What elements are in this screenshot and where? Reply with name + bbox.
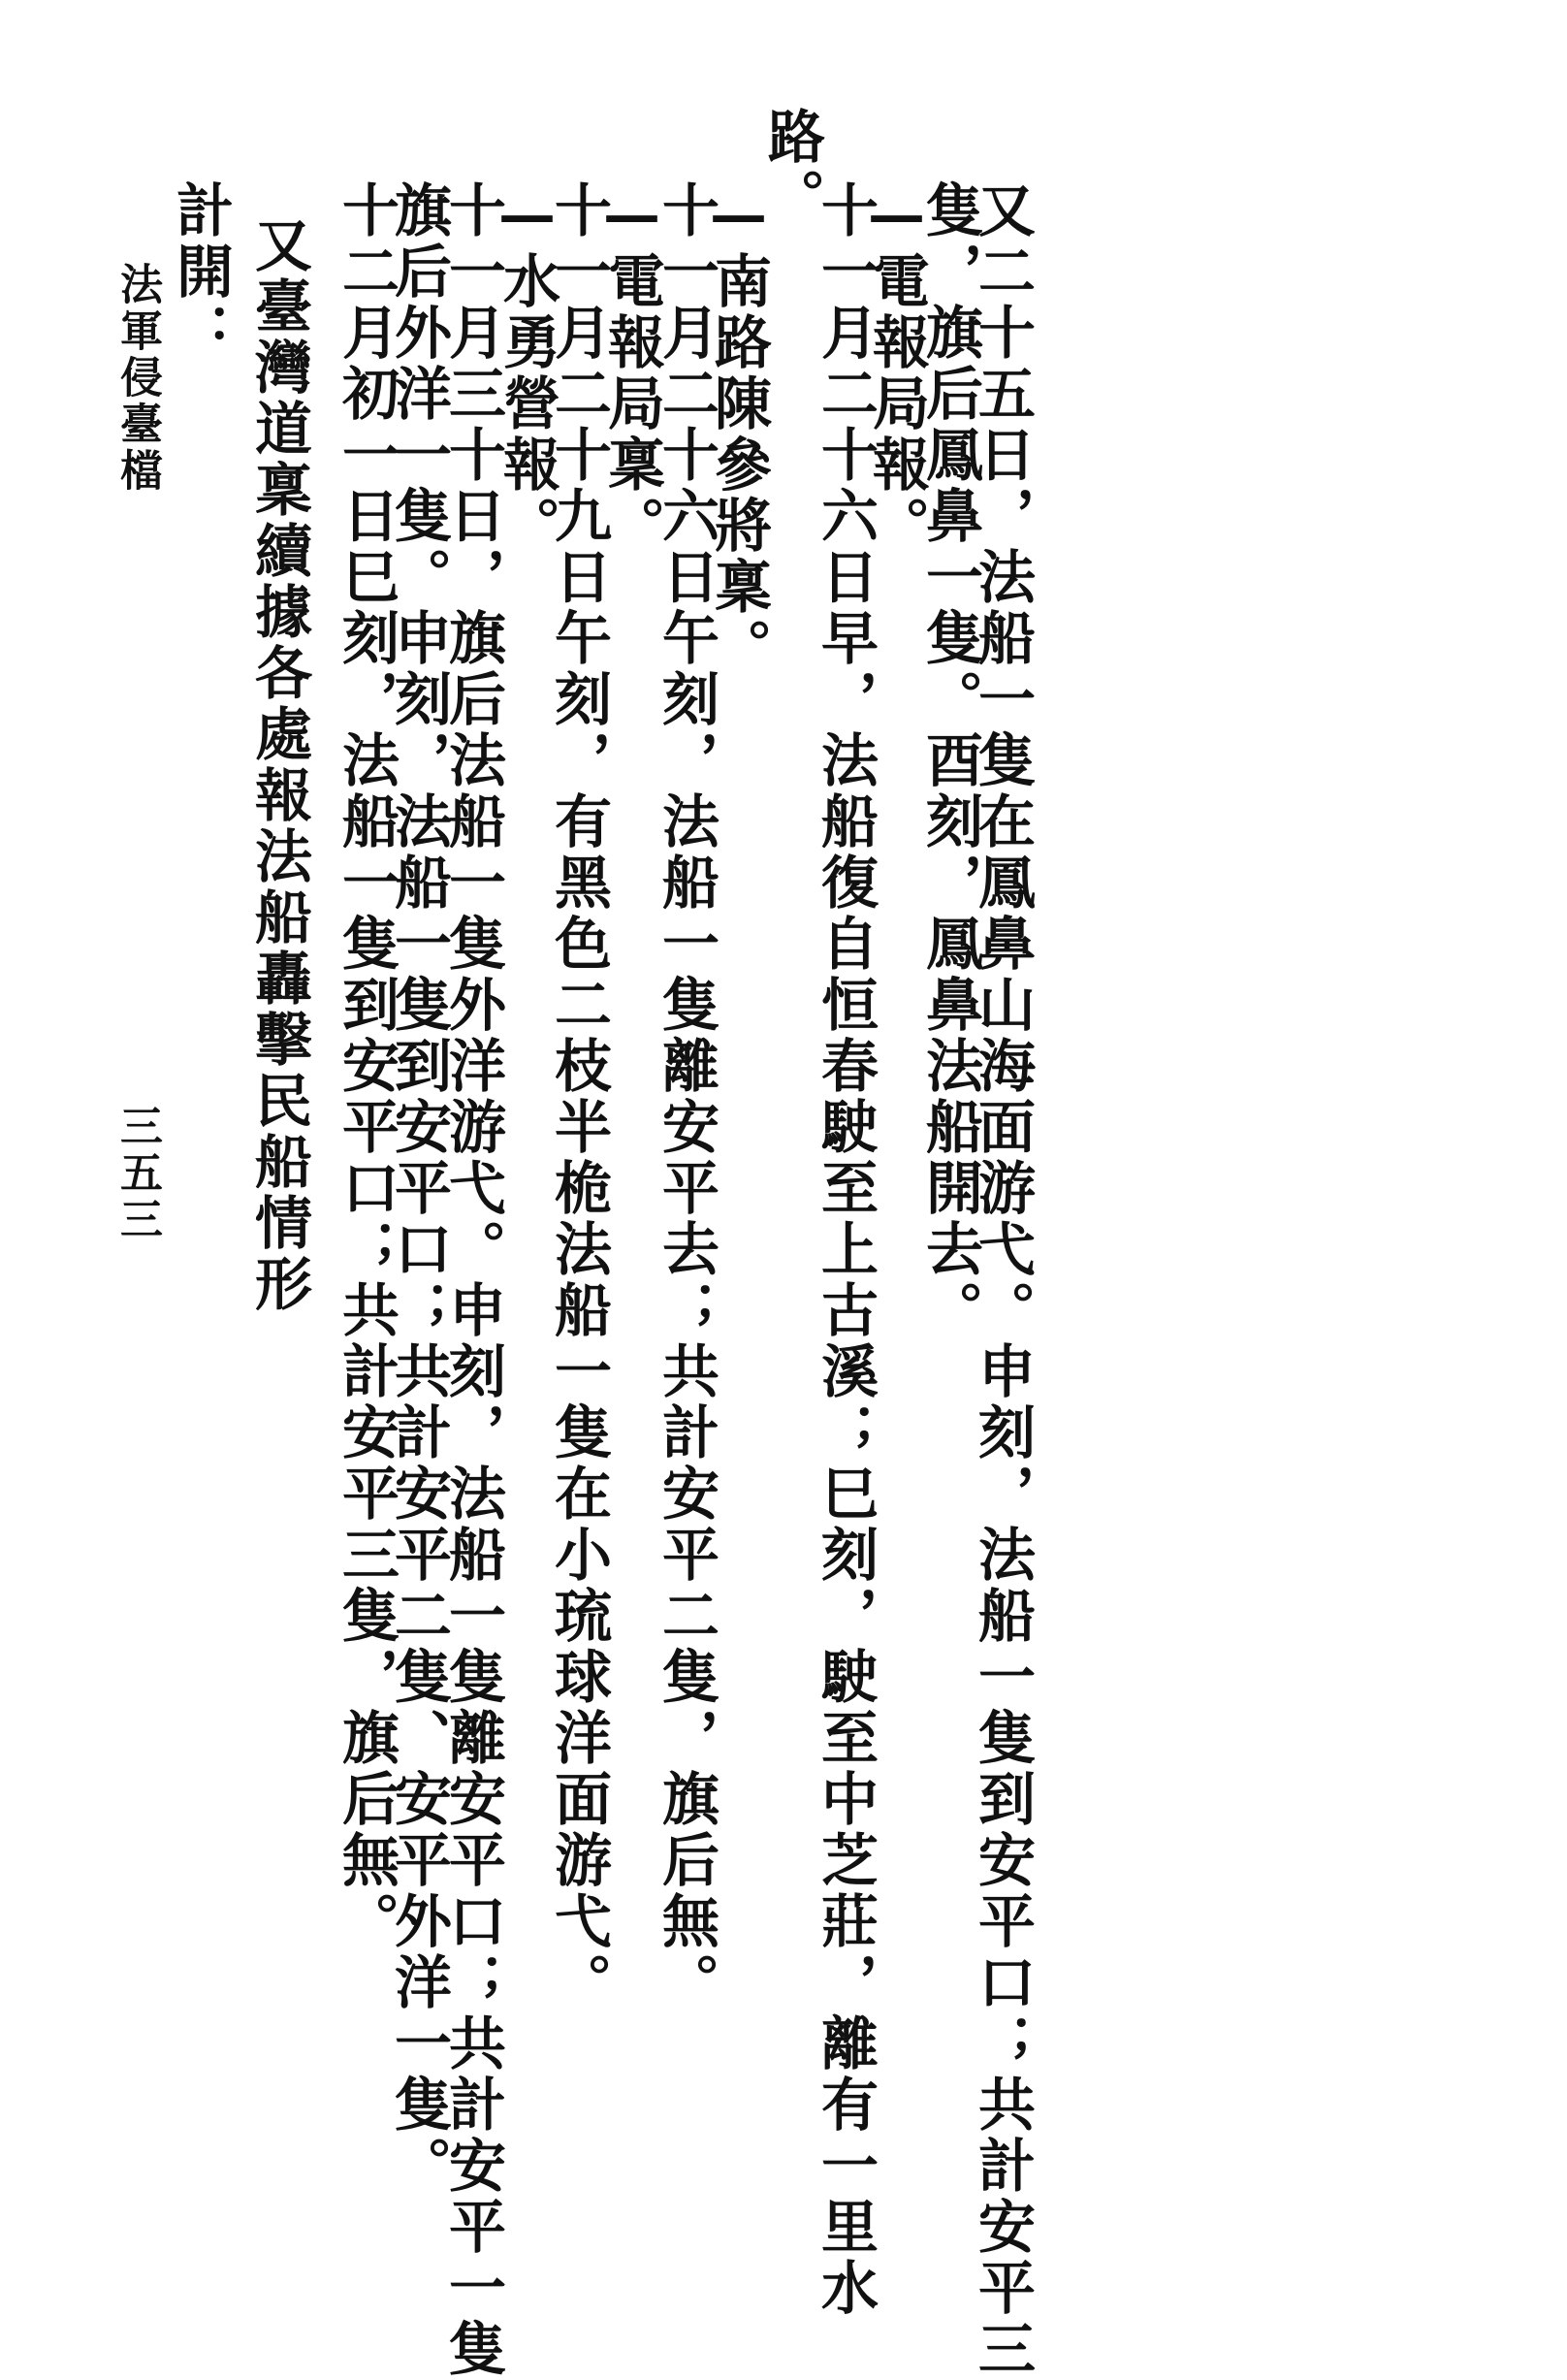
running-title: 法軍侵臺檔 — [112, 262, 162, 495]
text-column-13: 十二月初一日巳刻，法船一隻到安平口；共計安平三隻，旗后無。 — [333, 180, 400, 1952]
text-column-11: 十一月三十日，旗后法船一隻外洋游弋。申刻，法船一隻離安平口；共計安平一隻 — [439, 180, 506, 2380]
text-column-2: 隻，旗后鳳鼻一隻。酉刻，鳳鼻法船開去。 — [916, 180, 983, 1341]
text-column-14: 計開： — [167, 180, 234, 364]
text-column-1: 又二十五日，法船一隻在鳳鼻山海面游弋。申刻，法船一隻到安平口；共計安平三 — [969, 180, 1036, 2380]
text-column-5: 路。 — [758, 107, 825, 229]
text-column-12: 旗后外洋一隻。申刻，法船一隻到安平口；共計安平二隻、安平外洋一隻。 — [385, 180, 452, 2197]
text-column-6: —南路陳參將稟。 — [705, 180, 772, 679]
text-column-8: —電報局稟。 — [598, 180, 665, 557]
text-column-3: —電報局報。 — [863, 180, 930, 557]
page-number: 三五三 — [112, 1104, 162, 1243]
text-column-9: 十一月二十九日午刻，有黑色二枝半桅法船一隻在小琉球洋面游弋。 — [545, 180, 612, 2013]
text-column-4: 十一月二十六日早，法船復自恒春駛至上古溪；巳刻，駛至中芝莊，離有一里水 — [812, 180, 879, 2319]
text-column-10: —水勇營報。 — [494, 180, 560, 557]
text-column-7: 十一月二十六日午刻，法船一隻離安平去；共計安平二隻，旗后無。 — [653, 180, 720, 2013]
text-column-15: 又臺灣道稟續據各處報法船轟擊民船情形 — [245, 215, 312, 1315]
